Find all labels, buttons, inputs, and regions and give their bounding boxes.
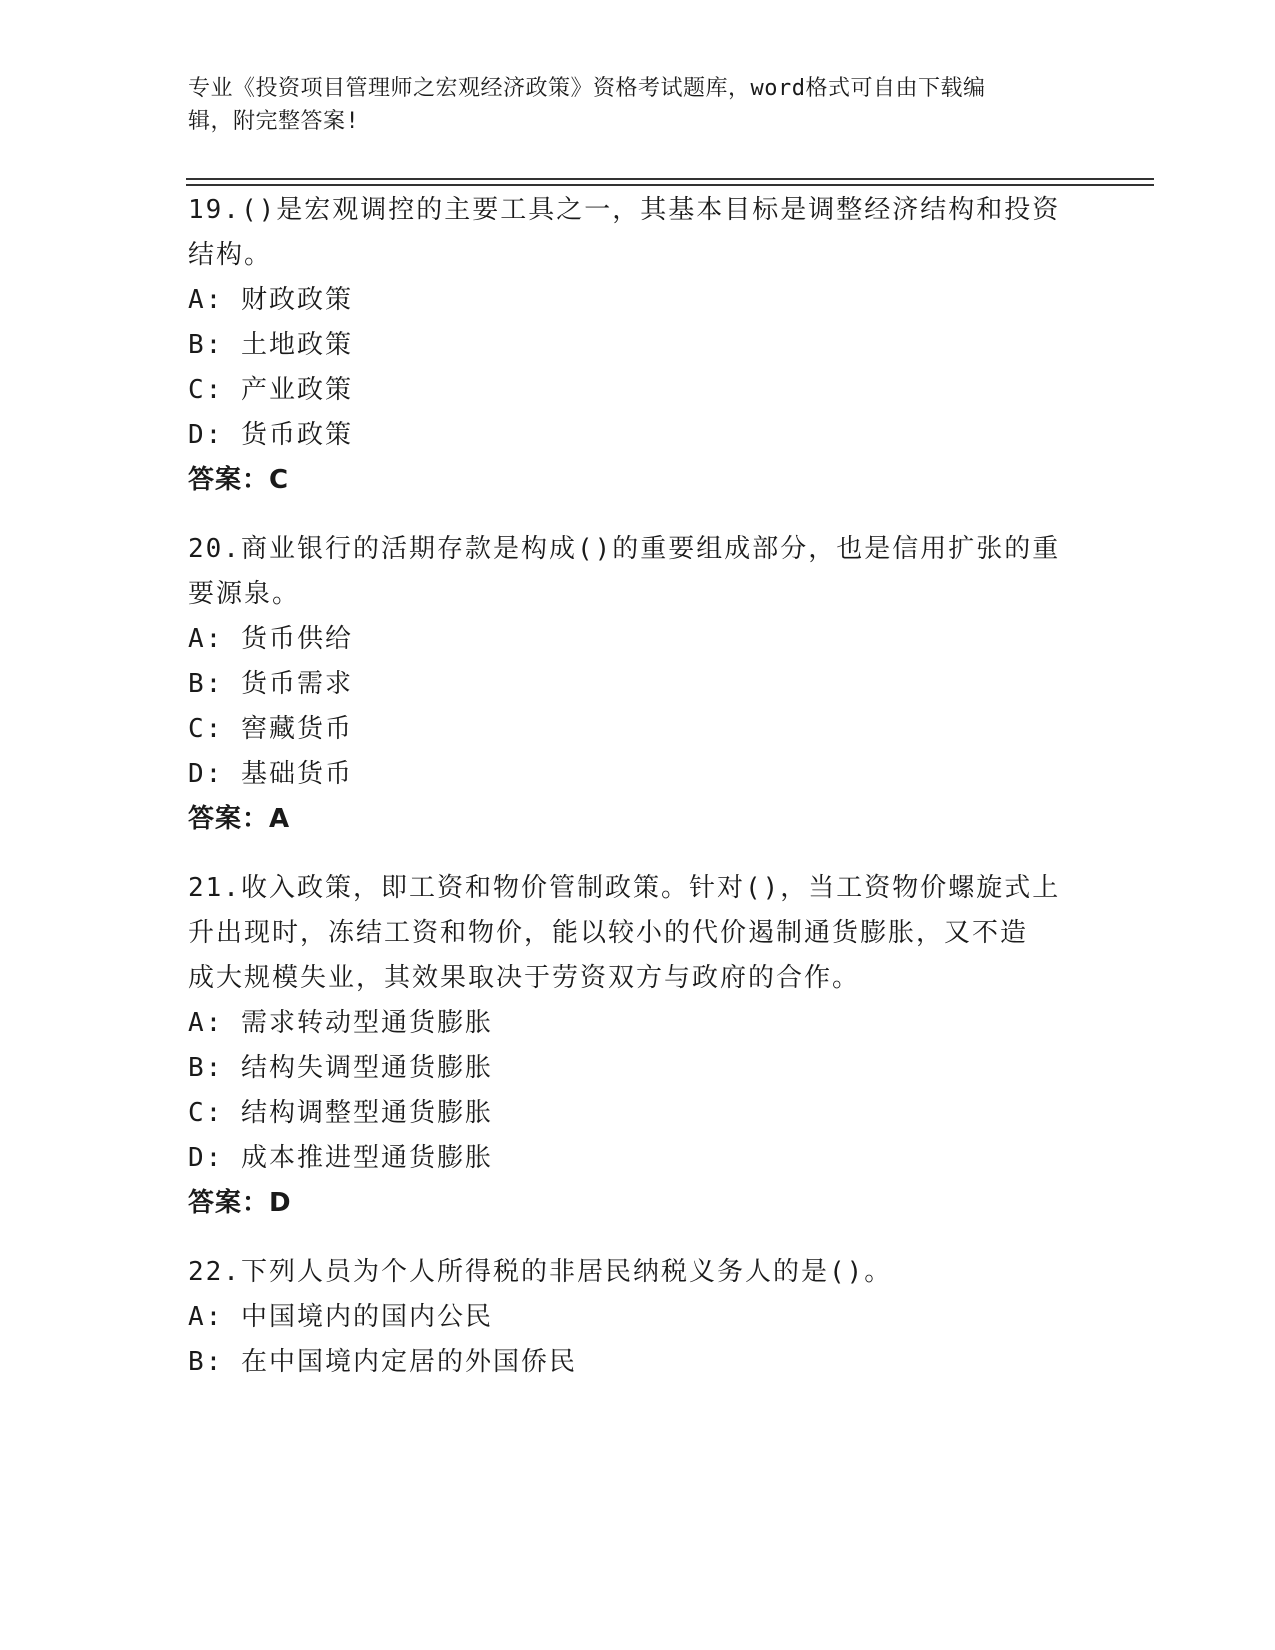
header-line-2: 辑，附完整答案! [188,109,360,134]
answer-option: B: 土地政策 [188,330,353,360]
answer-option: B: 在中国境内定居的外国侨民 [188,1347,577,1377]
question-text: 20.商业银行的活期存款是构成()的重要组成部分，也是信用扩张的重 [188,534,1061,564]
answer-option: D: 基础货币 [188,759,353,789]
answer-option: C: 产业政策 [188,375,353,405]
answer-option: D: 货币政策 [188,420,353,450]
answer-key: 答案：C [188,465,290,495]
question-text: 要源泉。 [188,579,301,609]
question-text: 22.下列人员为个人所得税的非居民纳税义务人的是()。 [188,1257,893,1287]
question-text: 成大规模失业，其效果取决于劳资双方与政府的合作。 [188,963,861,993]
answer-option: C: 结构调整型通货膨胀 [188,1098,493,1128]
answer-option: A: 中国境内的国内公民 [188,1302,493,1332]
question-item [188,1250,1088,1385]
question-item [188,188,1088,503]
question-text: 升出现时，冻结工资和物价，能以较小的代价遏制通货膨胀，又不造 [188,918,1029,948]
question-text: 19.()是宏观调控的主要工具之一，其基本目标是调整经济结构和投资 [188,195,1061,225]
question-text: 结构。 [188,240,273,270]
header-divider-top [186,178,1154,180]
answer-option: B: 货币需求 [188,669,353,699]
header-divider-bottom [186,184,1154,186]
question-item [188,866,1088,1226]
header-line-1: 专业《投资项目管理师之宏观经济政策》资格考试题库，word格式可自由下载编 [188,76,986,101]
document-header [188,72,1088,138]
answer-option: A: 财政政策 [188,285,353,315]
answer-key: 答案：D [188,1188,292,1218]
answer-option: D: 成本推进型通货膨胀 [188,1143,493,1173]
answer-option: A: 需求转动型通货膨胀 [188,1008,493,1038]
answer-option: C: 窖藏货币 [188,714,353,744]
answer-key: 答案：A [188,804,291,834]
question-list [188,188,1088,1409]
question-item [188,527,1088,842]
answer-option: B: 结构失调型通货膨胀 [188,1053,493,1083]
answer-option: A: 货币供给 [188,624,353,654]
question-text: 21.收入政策，即工资和物价管制政策。针对()，当工资物价螺旋式上 [188,873,1061,903]
